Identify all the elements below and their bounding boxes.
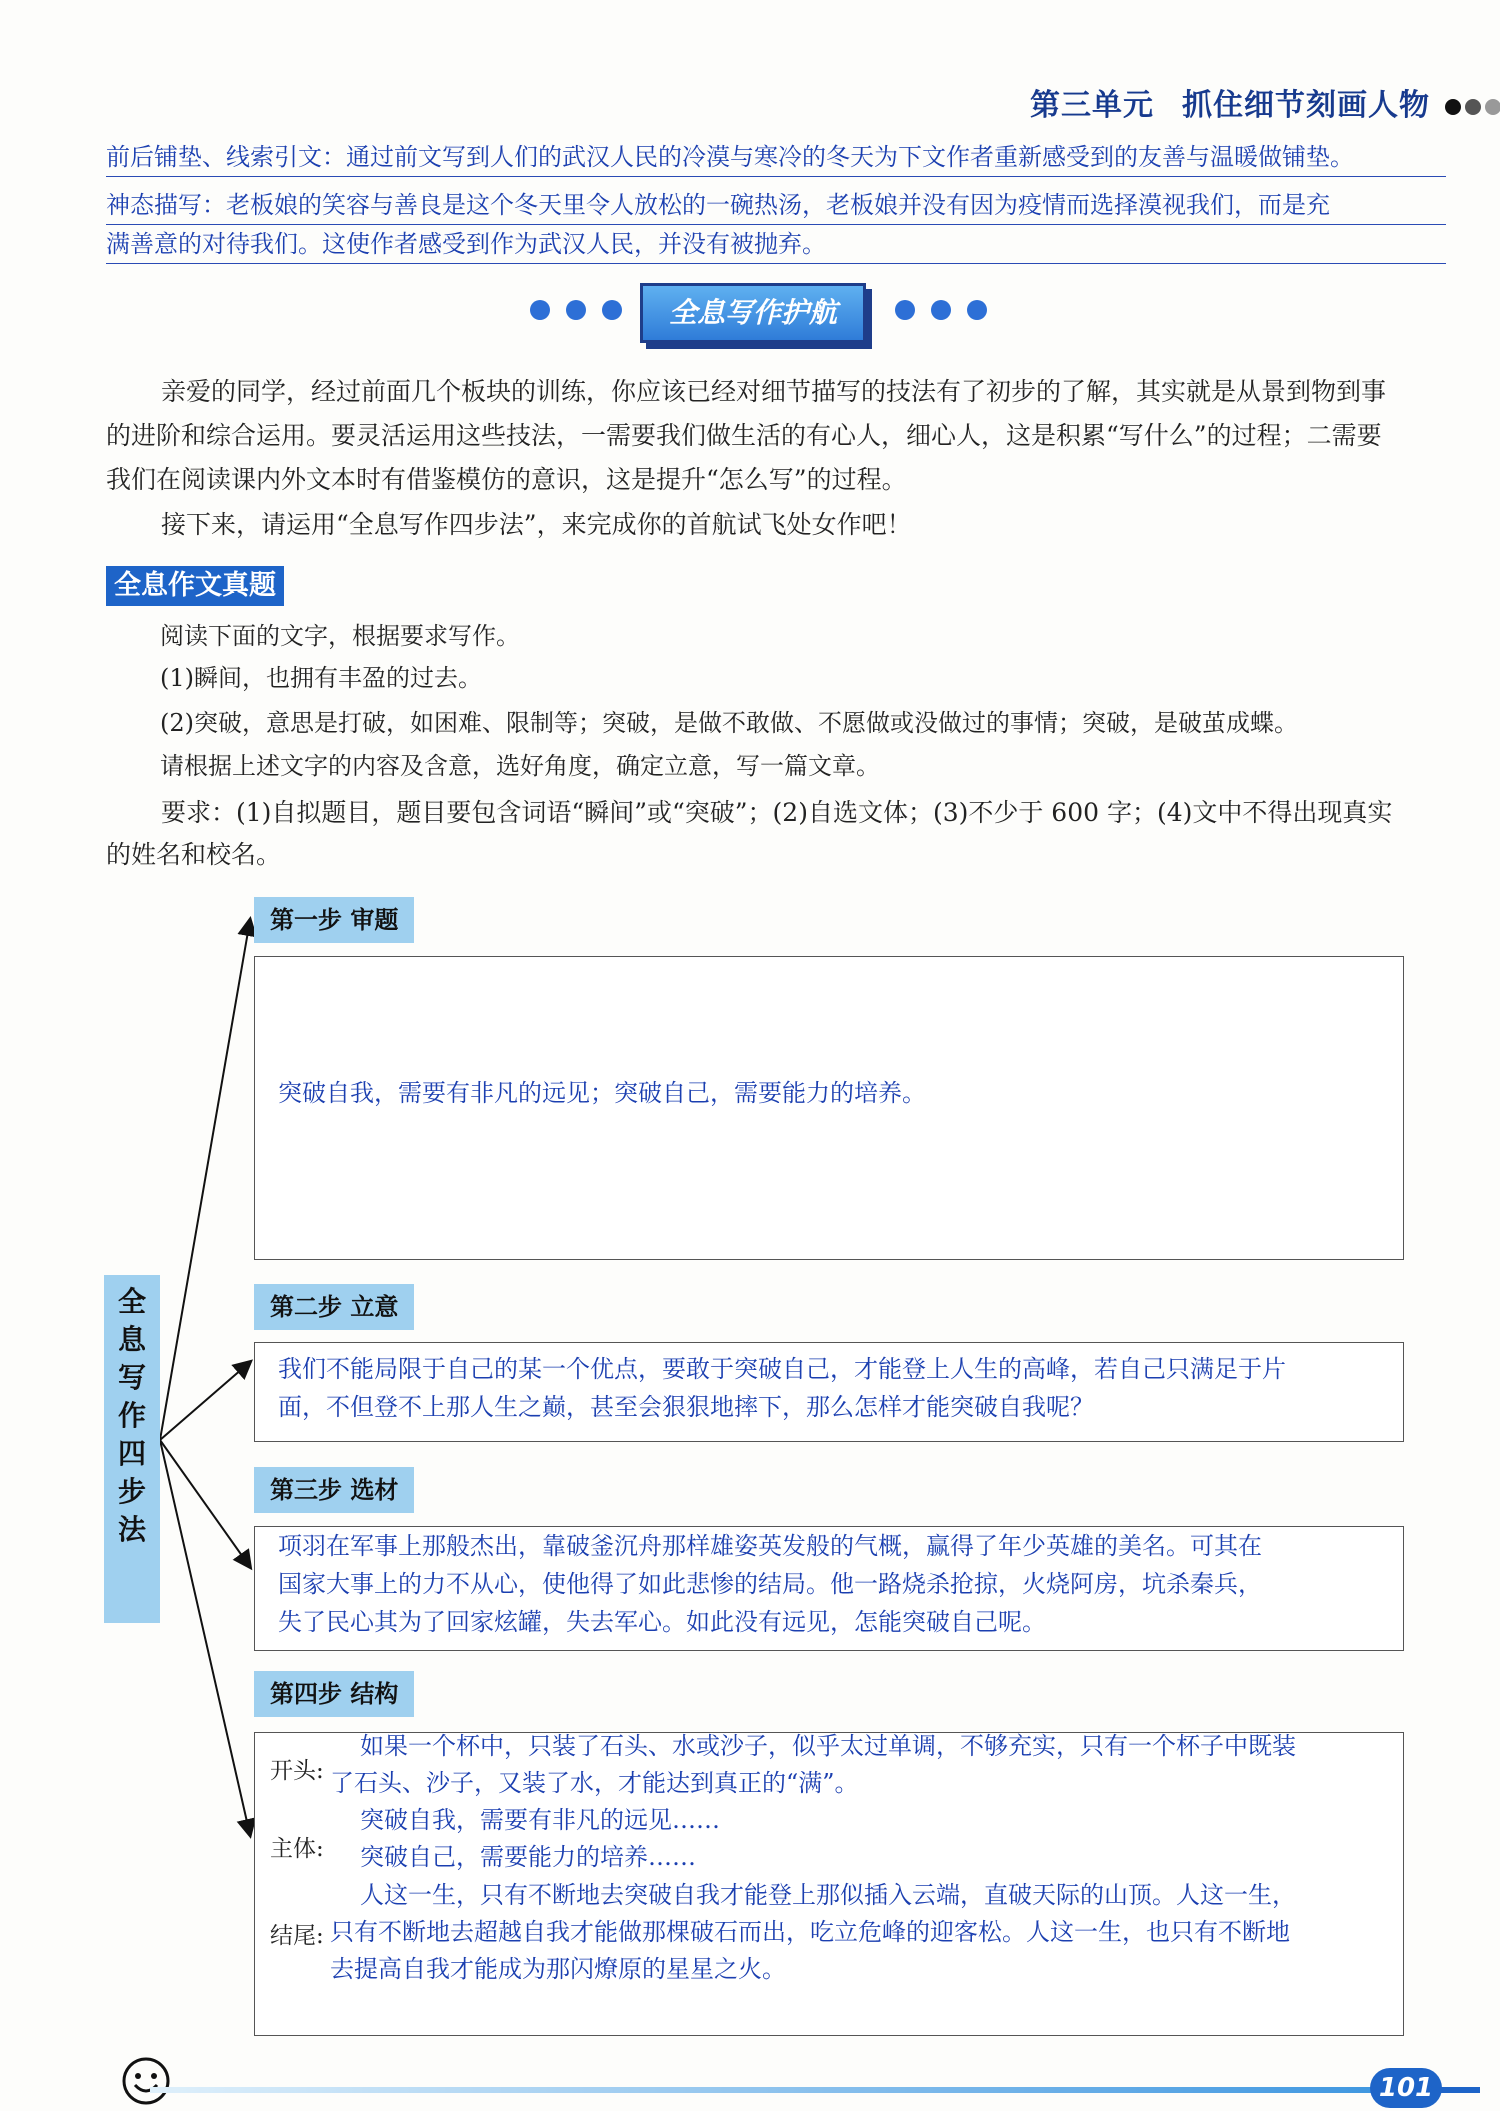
opening-tag: 开头: xyxy=(270,1758,324,1784)
task-line: 阅读下面的文字，根据要求写作。 xyxy=(160,622,520,650)
footer-rule xyxy=(150,2087,1380,2093)
step1-label: 第一步 审题 xyxy=(254,897,414,943)
task-line: (1)瞬间，也拥有丰盈的过去。 xyxy=(160,664,482,692)
ending-tag: 结尾: xyxy=(270,1923,324,1949)
step3-label: 第三步 选材 xyxy=(254,1467,414,1513)
intro-paragraph-2: 接下来，请运用“全息写作四步法”，来完成你的首航试飞处女作吧！ xyxy=(161,510,912,539)
step1-answer: 突破自我，需要有非凡的远见；突破自己，需要能力的培养。 xyxy=(278,1079,926,1107)
step4-label: 第四步 结构 xyxy=(254,1671,414,1717)
unit-title: 抓住细节刻画人物 xyxy=(1182,88,1430,123)
arrow-step1 xyxy=(160,920,250,1440)
footer-rule-tail xyxy=(1440,2087,1480,2093)
ending-text: 人这一生，只有不断地去突破自我才能登上那似插入云端，直破天际的山顶。人这一生， 只有不断地去超越自我才能做那棵破石而出，吃立危峰的迎客松。人这一生，也只有不断地 去提高自我才能成为那闪燎原的星星之火。 xyxy=(330,1881,1296,1983)
task-requirement: 要求：(1)自拟题目，题目要包含词语“瞬间”或“突破”；(2)自选文体；(3)不少于 600 字；(4)文中不得出现真实的姓名和校名。 xyxy=(106,798,1393,869)
body-tag: 主体: xyxy=(270,1836,324,1862)
opening-text: 如果一个杯中，只装了石头、水或沙子，似乎太过单调，不够充实，只有一个杯子中既装 了石头、沙子，又装了水，才能达到真正的“满”。 xyxy=(330,1732,1296,1797)
arrow-step4 xyxy=(160,1440,250,1835)
section-banner: 全息写作护航 xyxy=(640,283,866,343)
step2-answer: 我们不能局限于自己的某一个优点，要敢于突破自己，才能登上人生的高峰，若自己只满足于片 面，不但登不上那人生之巅，甚至会狠狠地摔下，那么怎样才能突破自我呢？ xyxy=(278,1355,1286,1421)
annotation-foreshadowing: 前后铺垫、线索引文：通过前文写到人们的武汉人民的冷漠与寒冷的冬天为下文作者重新感受到的友善与温暖做铺垫。 xyxy=(106,138,1446,177)
task-heading: 全息作文真题 xyxy=(106,566,284,606)
annotation-expression: 神态描写：老板娘的笑容与善良是这个冬天里令人放松的一碗热汤，老板娘并没有因为疫情而选择漠视我们，而是充 满善意的对待我们。这使作者感受到作为武汉人民，并没有被抛弃。 xyxy=(106,186,1446,264)
task-line: 请根据上述文字的内容及含意，选好角度，确定立意，写一篇文章。 xyxy=(160,752,880,780)
body-text: 突破自我，需要有非凡的远见…… 突破自己，需要能力的培养…… xyxy=(360,1806,720,1871)
method-side-label: 全 息 写 作 四 步 法 xyxy=(104,1275,160,1623)
task-line: (2)突破，意思是打破，如困难、限制等；突破，是做不敢做、不愿做或没做过的事情；突破，是破茧成蝶。 xyxy=(160,709,1298,737)
step3-answer: 项羽在军事上那般杰出，靠破釜沉舟那样雄姿英发般的气概，赢得了年少英雄的美名。可其在 国家大事上的力不从心，使他得了如此悲惨的结局。他一路烧杀抢掠，火烧阿房，坑杀秦兵， 失了民心其为了回家炫罐，失去军心。如此没有远见，怎能突破自己呢。 xyxy=(278,1532,1262,1636)
unit-label: 第三单元 xyxy=(1030,88,1154,123)
step2-label: 第二步 立意 xyxy=(254,1284,414,1330)
arrow-step2 xyxy=(160,1362,250,1440)
smiley-icon xyxy=(120,2055,172,2107)
page-number: 101 xyxy=(1370,2068,1442,2108)
intro-paragraph-1: 亲爱的同学，经过前面几个板块的训练，你应该已经对细节描写的技法有了初步的了解，其实就是从景到物到事的进阶和综合运用。要灵活运用这些技法，一需要我们做生活的有心人，细心人，这是积累“写什么”的过程；二需要我们在阅读课内外文本时有借鉴模仿的意识，这是提升“怎么写”的过程。 xyxy=(106,377,1387,494)
